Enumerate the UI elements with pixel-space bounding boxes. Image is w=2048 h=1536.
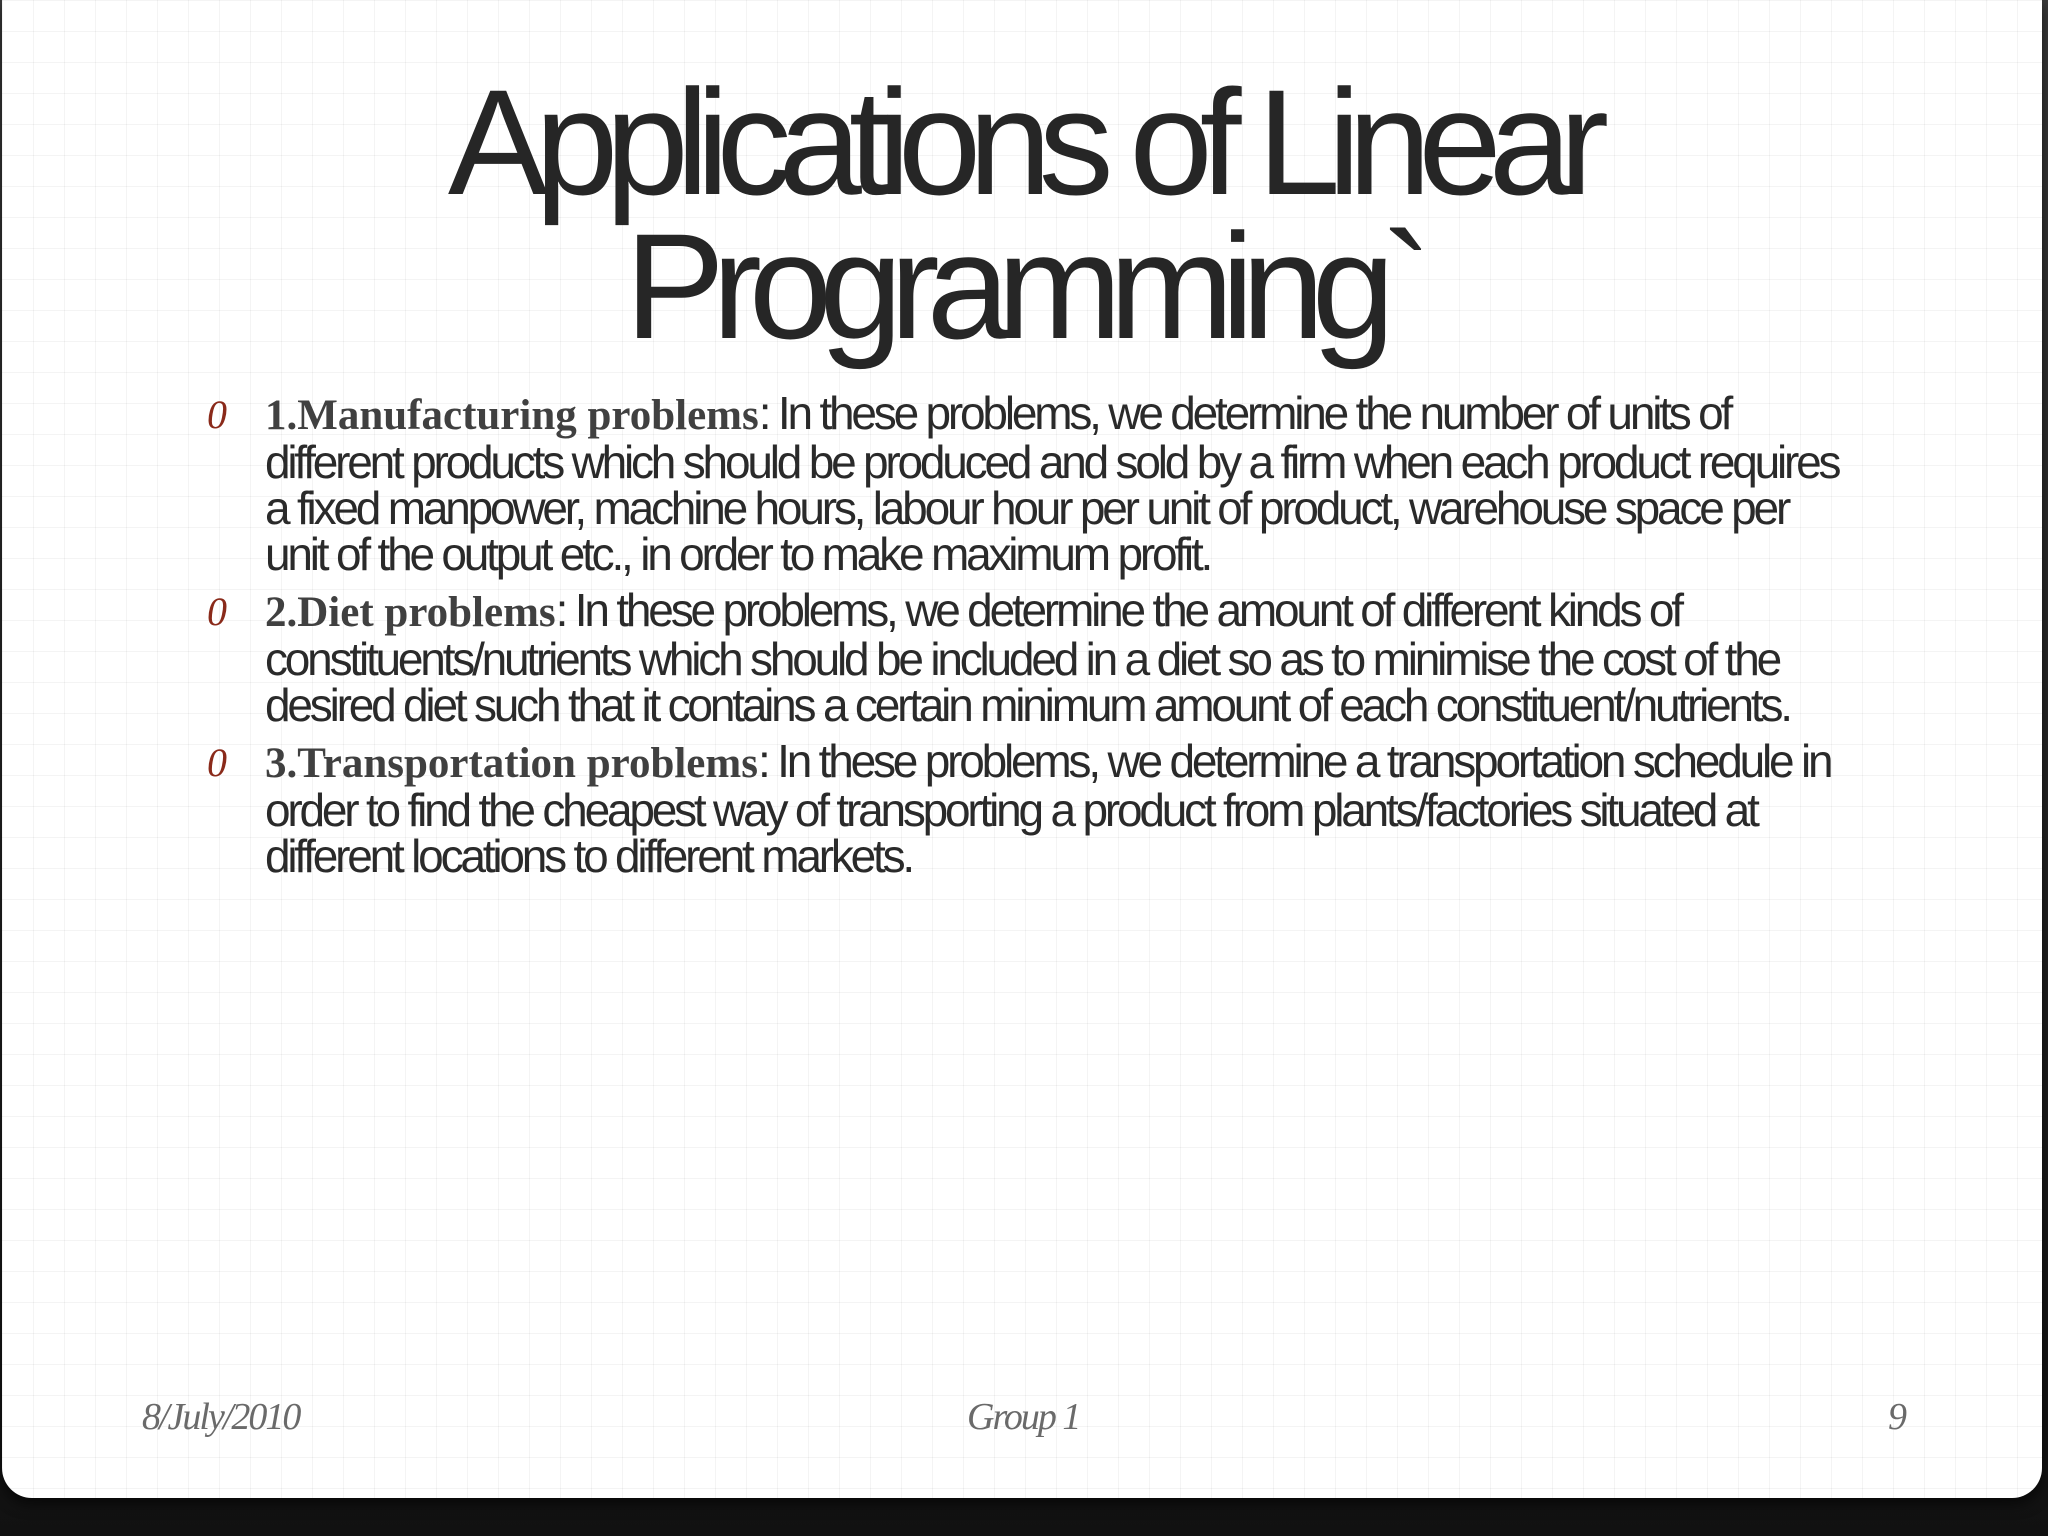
bullet-heading: 1.Manufacturing problems	[265, 392, 759, 439]
bullet-item-transportation	[207, 735, 1847, 882]
footer-group: Group 1	[967, 1396, 1080, 1438]
bullet-heading: 2.Diet problems	[265, 589, 556, 636]
bullet-item-manufacturing	[207, 387, 1847, 580]
bullet-marker-icon: 0	[207, 740, 227, 785]
bullet-text: : In these problems, we determine the number of units of different products which should be produced and sold by a firm when each product requires a fixed manpower, machine hours, labour hour per unit of product, warehouse space per unit of the output etc., in order to make maximum profit.	[265, 387, 1839, 580]
bullet-list	[207, 387, 1847, 889]
page-number: 9	[1888, 1396, 1905, 1438]
bullet-item-diet	[207, 584, 1847, 731]
bullet-marker-icon: 0	[207, 392, 227, 437]
bullet-text: : In these problems, we determine the amount of different kinds of constituents/nutrients which should be included in a diet so as to minimise the cost of the desired diet such that it contains a certain minimum amount of each constituent/nutrients.	[265, 584, 1790, 731]
slide-title: Applications of Linear Programming`	[447, 58, 1597, 370]
slide	[2, 0, 2042, 1498]
footer-date: 8/July/2010	[142, 1396, 300, 1438]
bullet-marker-icon: 0	[207, 589, 227, 634]
bullet-text: : In these problems, we determine a transportation schedule in order to find the cheapest way of transporting a product from plants/factories situated at different locations to different markets.	[265, 735, 1831, 882]
bullet-heading: 3.Transportation problems	[265, 740, 758, 787]
